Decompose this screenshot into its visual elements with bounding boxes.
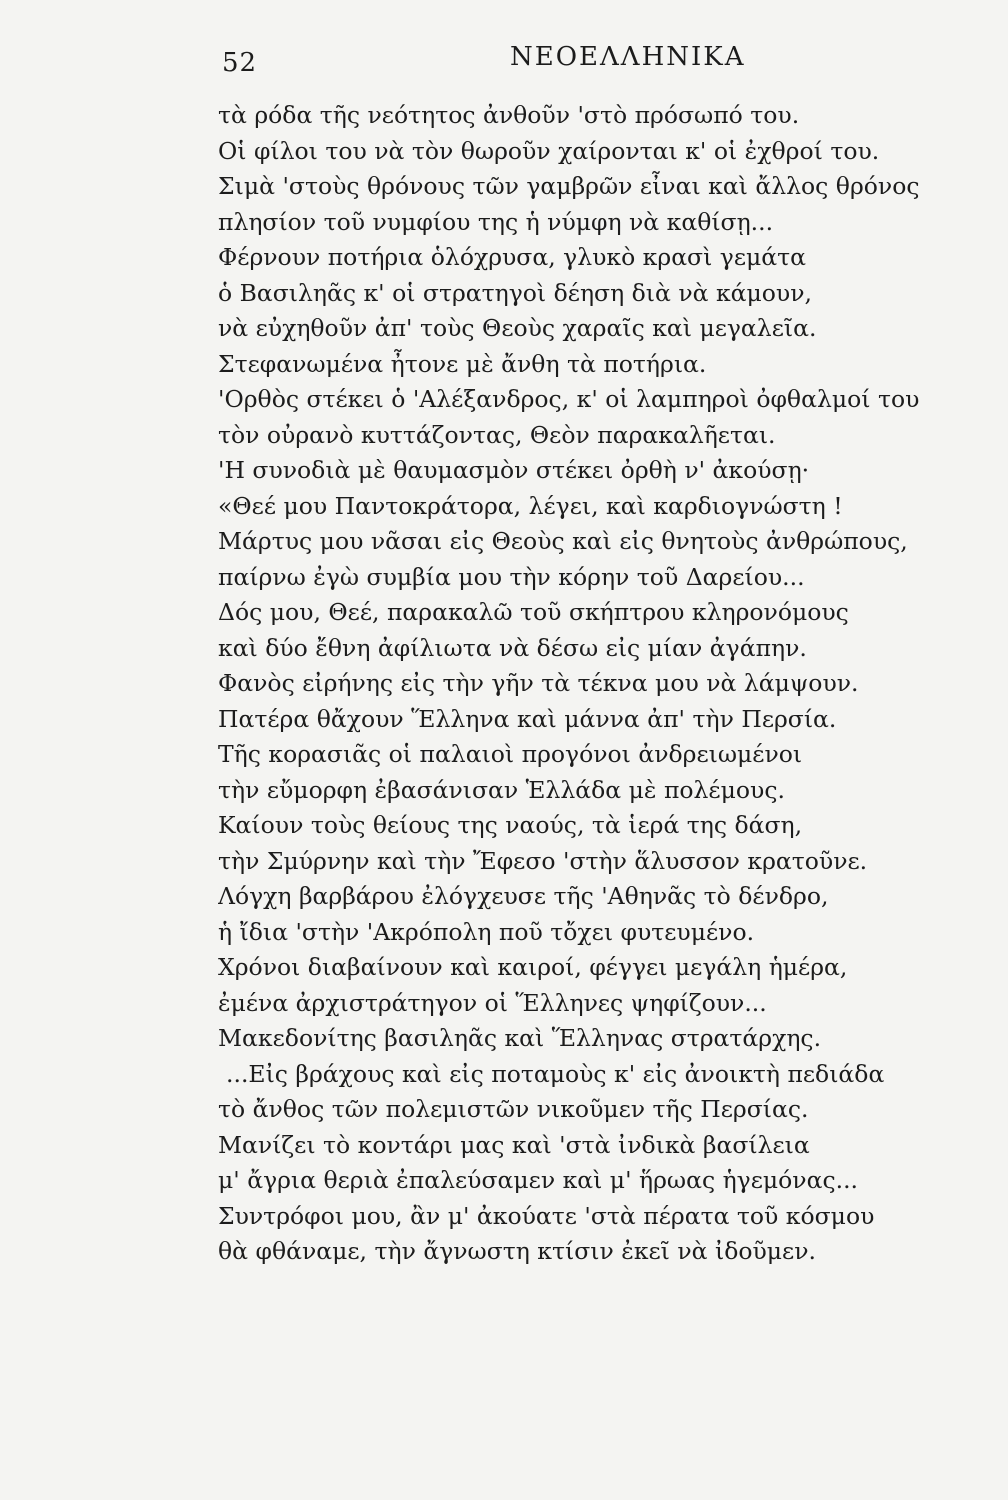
verse-line: ἡ ἴδια 'στὴν 'Ακρόπολη ποῦ τὄχει φυτευμένο. (218, 917, 755, 946)
verse-line: τὴν εὔμορφη ἐβασάνισαν Ἑλλάδα μὲ πολέμους. (218, 775, 785, 804)
verse-line: Δός μου, Θεέ, παρακαλῶ τοῦ σκήπτρου κληρονόμους (218, 598, 849, 626)
verse-line: τὸ ἄνθος τῶν πολεμιστῶν νικοῦμεν τῆς Περσίας. (218, 1095, 809, 1123)
verse-line: πλησίον τοῦ νυμφίου της ἡ νύμφη νὰ καθίσῃ... (218, 207, 774, 236)
verse-line: «Θεέ μου Παντοκράτορα, λέγει, καὶ καρδιογνώστη ! (218, 491, 843, 520)
poem-text (218, 98, 998, 1270)
verse-line: καὶ δύο ἔθνη ἀφίλιωτα νὰ δέσω εἰς μίαν ἀγάπην. (218, 633, 807, 662)
verse-line: Φέρνουν ποτήρια ὁλόχρυσα, γλυκὸ κρασὶ γεμάτα (218, 243, 807, 271)
verse-line: Πατέρα θἄχουν Ἕλληνα καὶ μάννα ἀπ' τὴν Περσία. (218, 704, 837, 733)
verse-line: νὰ εὐχηθοῦν ἀπ' τοὺς Θεοὺς χαραῖς καὶ μεγαλεῖα. (218, 314, 817, 342)
verse-line: τὸν οὐρανὸ κυττάζοντας, Θεὸν παρακαλῆεται. (218, 420, 776, 449)
running-title: ΝΕΟΕΛΛΗΝΙΚΑ (510, 42, 746, 72)
verse-line: Μάρτυς μου νᾶσαι εἰς Θεοὺς καὶ εἰς θνητοὺς ἀνθρώπους, (218, 527, 908, 555)
verse-line: 'Η συνοδιὰ μὲ θαυμασμὸν στέκει ὀρθὴ ν' ἀκούσῃ· (218, 456, 810, 484)
verse-line: Στεφανωμένα ἦτονε μὲ ἄνθη τὰ ποτήρια. (218, 349, 707, 378)
page-number: 52 (222, 48, 258, 78)
verse-line: Χρόνοι διαβαίνουν καὶ καιροί, φέγγει μεγάλη ἡμέρα, (218, 953, 848, 981)
verse-line: Λόγχη βαρβάρου ἐλόγχευσε τῆς 'Αθηνᾶς τὸ δένδρο, (218, 882, 829, 910)
verse-line: Καίουν τοὺς θείους της ναούς, τὰ ἱερά της δάση, (218, 811, 803, 839)
verse-line: θὰ φθάναμε, τὴν ἄγνωστη κτίσιν ἐκεῖ νὰ ἰδοῦμεν. (218, 1237, 816, 1265)
verse-line: μ' ἄγρια θεριὰ ἐπαλεύσαμεν καὶ μ' ἥρωας ἡγεμόνας... (218, 1166, 859, 1194)
verse-line: Συντρόφοι μου, ἂν μ' ἀκούατε 'στὰ πέρατα τοῦ κόσμου (218, 1201, 875, 1230)
verse-line: Μακεδονίτης βασιληᾶς καὶ Ἕλληνας στρατάρχης. (218, 1024, 822, 1052)
verse-line: Φανὸς εἰρήνης εἰς τὴν γῆν τὰ τέκνα μου νὰ λάμψουν. (218, 669, 859, 697)
verse-line: ...Εἰς βράχους καὶ εἰς ποταμοὺς κ' εἰς ἀνοικτὴ πεδιάδα (226, 1059, 885, 1088)
verse-line: Τῆς κορασιᾶς οἱ παλαιοὶ προγόνοι ἀνδρειωμένοι (218, 740, 803, 768)
verse-line: Μανίζει τὸ κοντάρι μας καὶ 'στὰ ἰνδικὰ βασίλεια (218, 1130, 810, 1159)
verse-line: παίρνω ἐγὼ συμβία μου τὴν κόρην τοῦ Δαρείου... (218, 562, 805, 591)
verse-line: 'Ορθὸς στέκει ὁ 'Αλέξανδρος, κ' οἱ λαμπηροὶ ὀφθαλμοί του (218, 385, 920, 413)
verse-line: τὰ ρόδα τῆς νεότητος ἀνθοῦν 'στὸ πρόσωπό του. (218, 101, 800, 129)
verse-line: ὁ Βασιληᾶς κ' οἱ στρατηγοὶ δέηση διὰ νὰ κάμουν, (218, 278, 812, 307)
verse-line: τὴν Σμύρνην καὶ τὴν Ἔφεσο 'στὴν ἅλυσσον κρατοῦνε. (218, 846, 868, 875)
verse-line: Οἱ φίλοι του νὰ τὸν θωροῦν χαίρονται κ' οἱ ἐχθροί του. (218, 136, 880, 165)
verse-line: ἐμένα ἀρχιστράτηγον οἱ Ἕλληνες ψηφίζουν... (218, 988, 767, 1017)
verse-line: Σιμὰ 'στοὺς θρόνους τῶν γαμβρῶν εἶναι καὶ ἄλλος θρόνος (218, 172, 920, 200)
